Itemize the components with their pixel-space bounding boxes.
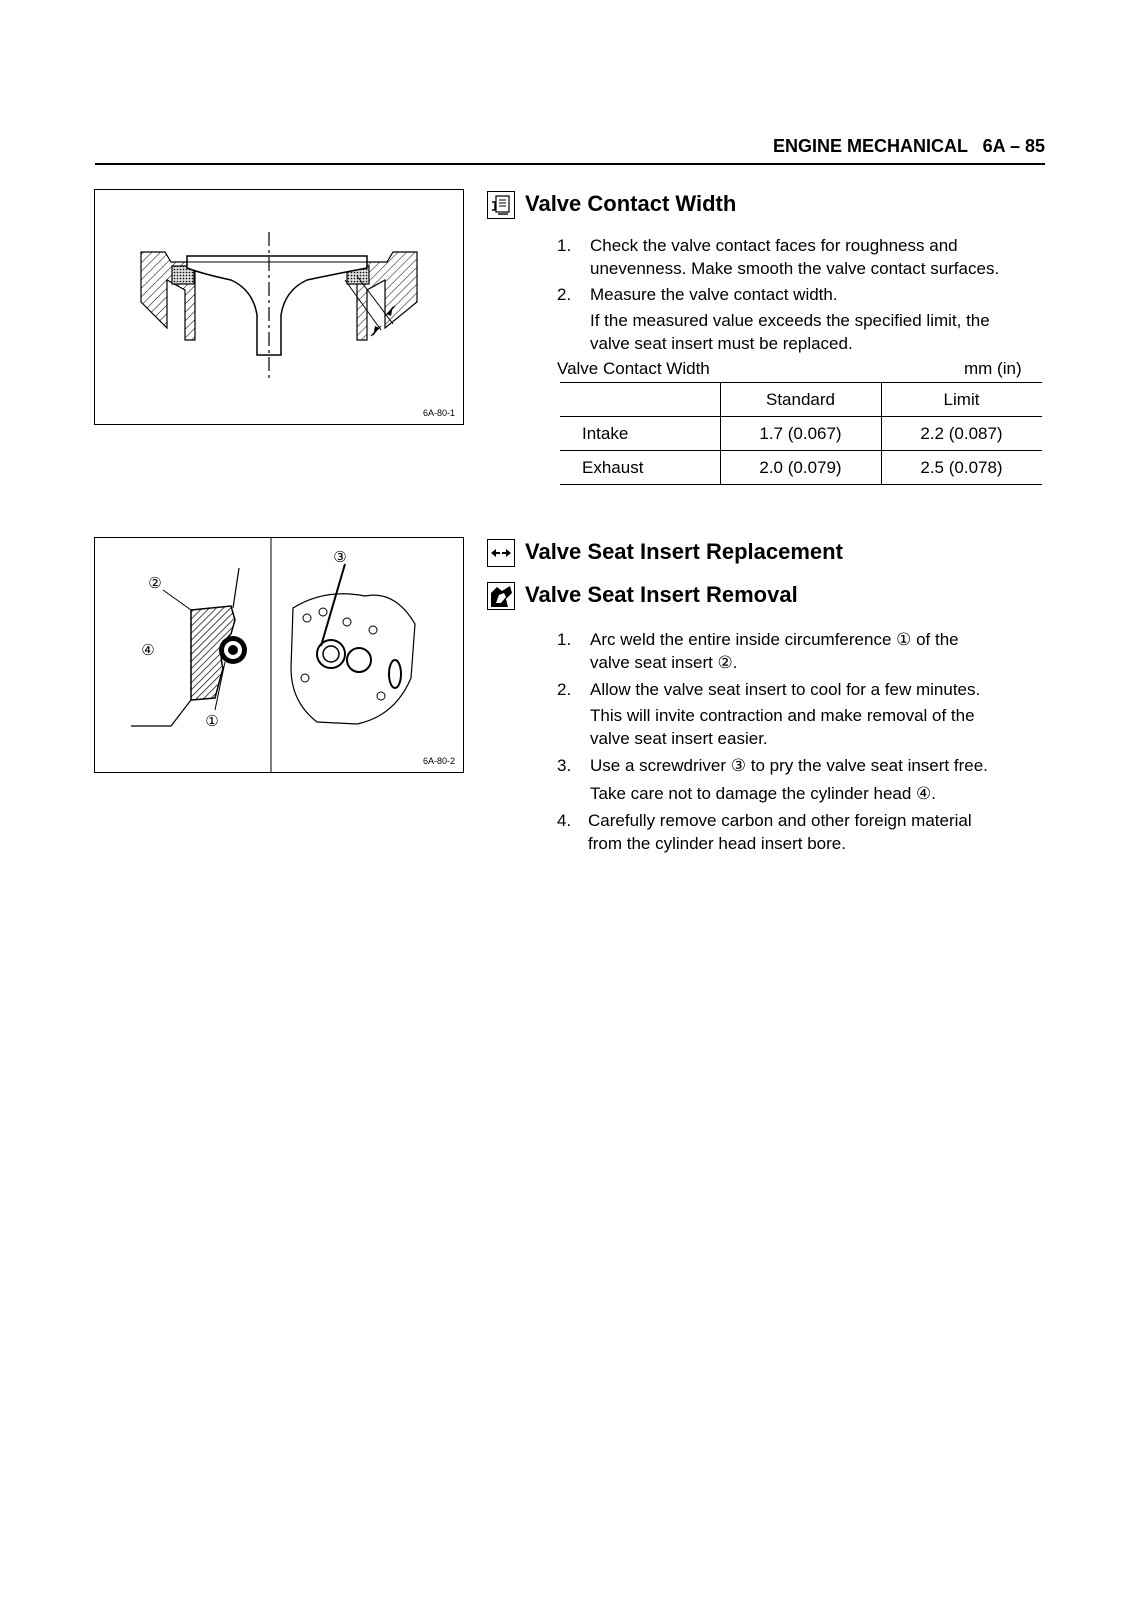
callout-2: ② xyxy=(148,574,162,592)
header-title: ENGINE MECHANICAL 6A – 85 xyxy=(772,136,1045,156)
step-subtext xyxy=(590,782,936,805)
step-number: 1. xyxy=(557,236,572,255)
note-line: valve seat insert must be replaced. xyxy=(590,334,853,353)
table-header-row xyxy=(560,383,1042,417)
step-text xyxy=(590,678,980,701)
table-header-cell: Standard xyxy=(720,383,881,417)
figure-code: 6A-80-1 xyxy=(422,408,455,418)
table-header-cell xyxy=(560,383,720,417)
valve-contact-width-table xyxy=(560,382,1042,485)
step-text xyxy=(588,809,972,855)
step-line: Use a screwdriver ③ to pry the valve seat insert free. xyxy=(590,756,988,775)
table-header-cell: Limit xyxy=(881,383,1042,417)
table-cell: Intake xyxy=(560,417,720,451)
section-title-valve-seat-insert-removal: Valve Seat Insert Removal xyxy=(525,582,798,607)
callout-3: ③ xyxy=(333,548,347,566)
page-header xyxy=(95,136,1045,165)
step-line: Allow the valve seat insert to cool for a few minutes. xyxy=(590,680,981,699)
step-text xyxy=(590,234,999,280)
step-number: 3. xyxy=(557,756,572,775)
figure-code: 6A-80-2 xyxy=(422,756,455,766)
step-subtext xyxy=(590,704,975,750)
step-line: Arc weld the entire inside circumference ① of the xyxy=(590,630,959,649)
table-cell: 2.5 (0.078) xyxy=(881,451,1042,485)
table-cell: 2.2 (0.087) xyxy=(881,417,1042,451)
figure-seat-removal xyxy=(94,537,464,773)
replace-icon xyxy=(487,539,515,567)
section-title-valve-seat-insert-replacement: Valve Seat Insert Replacement xyxy=(525,539,843,564)
table-row xyxy=(560,417,1042,451)
table-cell: 1.7 (0.067) xyxy=(720,417,881,451)
step-text xyxy=(590,628,959,674)
sub-line: Take care not to damage the cylinder head ④. xyxy=(590,784,937,803)
table-row xyxy=(560,451,1042,485)
step-line: valve seat insert ②. xyxy=(590,653,738,672)
step-number: 1. xyxy=(557,630,572,649)
step-line: unevenness. Make smooth the valve contact surfaces. xyxy=(590,259,1000,278)
inspect-icon xyxy=(487,191,515,219)
step-number: 2. xyxy=(557,680,572,699)
section-title-valve-contact-width: Valve Contact Width xyxy=(525,191,737,216)
step-line: Check the valve contact faces for roughness and xyxy=(590,236,958,255)
removal-icon xyxy=(487,582,515,610)
step-text xyxy=(590,283,838,306)
table-cell: Exhaust xyxy=(560,451,720,485)
table-cell: 2.0 (0.079) xyxy=(720,451,881,485)
step-number: 2. xyxy=(557,285,572,304)
step-line: Carefully remove carbon and other foreign material xyxy=(588,811,972,830)
sub-line: This will invite contraction and make removal of the xyxy=(590,706,975,725)
callout-4: ④ xyxy=(141,641,155,659)
callout-1: ① xyxy=(205,712,219,730)
note-line: If the measured value exceeds the specified limit, the xyxy=(590,311,990,330)
valve-contact-diagram xyxy=(95,190,463,424)
table-unit: mm (in) xyxy=(964,359,1022,378)
step-line: Measure the valve contact width. xyxy=(590,285,838,304)
step-note xyxy=(590,309,990,355)
step-number: 4. xyxy=(557,811,572,830)
step-line: from the cylinder head insert bore. xyxy=(588,834,846,853)
figure-valve-contact xyxy=(94,189,464,425)
table-caption: Valve Contact Width xyxy=(557,359,710,378)
step-text xyxy=(590,754,988,777)
seat-removal-diagram xyxy=(95,538,463,772)
sub-line: valve seat insert easier. xyxy=(590,729,768,748)
